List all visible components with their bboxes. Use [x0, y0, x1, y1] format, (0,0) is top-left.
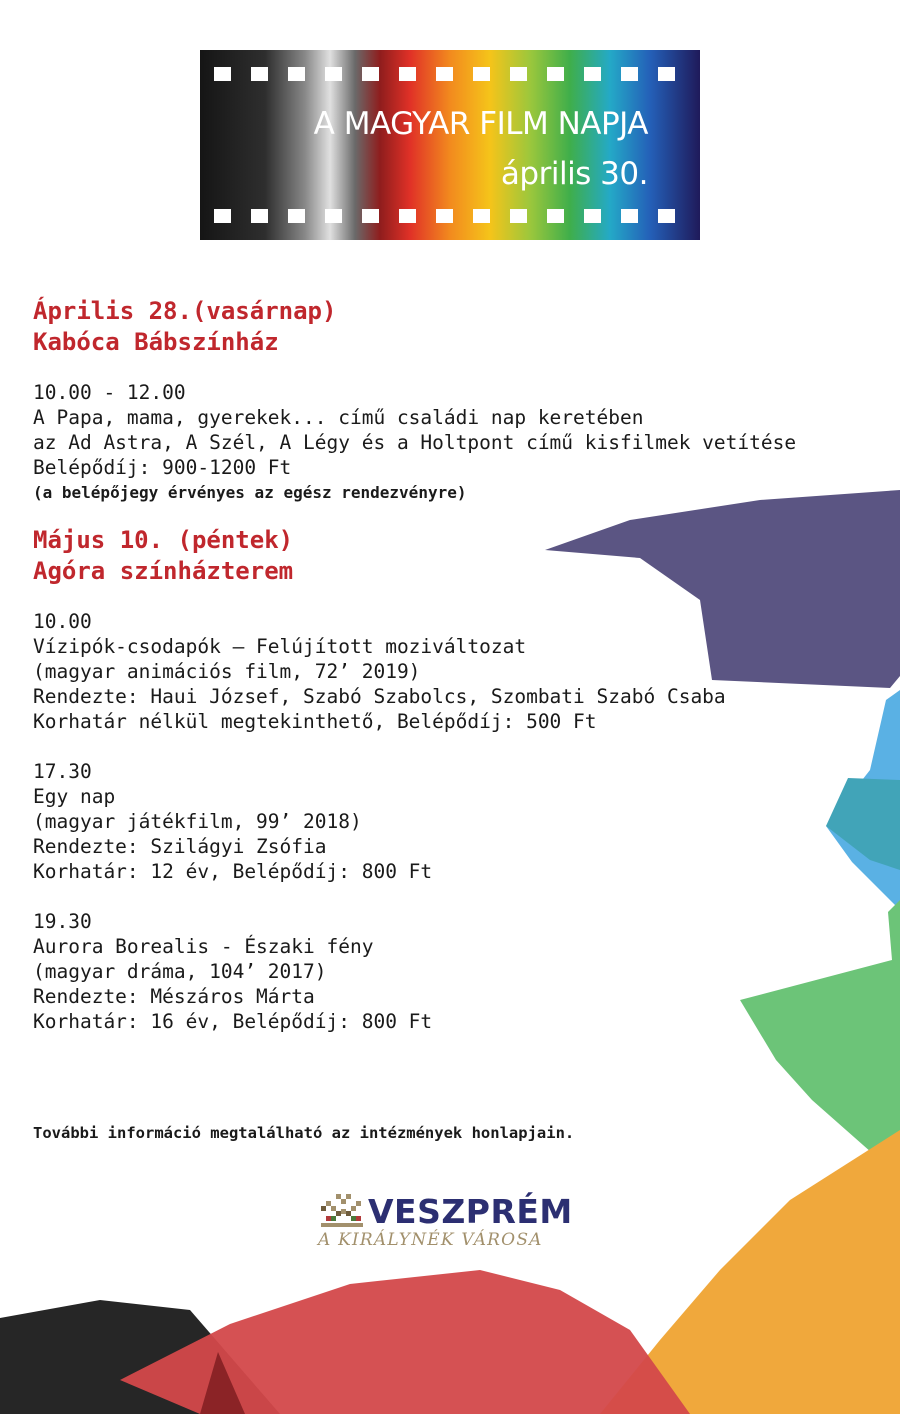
- sprocket-hole: [584, 209, 601, 223]
- screening-rating-price: Korhatár nélkül megtekinthető, Belépődíj: 500 Ft: [33, 710, 597, 733]
- sprocket-hole: [547, 67, 564, 81]
- screening-title: Egy nap: [33, 785, 116, 808]
- sprocket-hole: [251, 209, 268, 223]
- veszprem-logo: [318, 1192, 598, 1256]
- sprocket-hole: [473, 209, 490, 223]
- screening-rating-price: Korhatár: 16 év, Belépődíj: 800 Ft: [33, 1010, 433, 1033]
- screening-info: (magyar játékfilm, 99’ 2018): [33, 810, 362, 833]
- screening-block: [33, 609, 796, 734]
- sprocket-hole: [325, 209, 342, 223]
- event-date-heading: Május 10. (péntek): [33, 526, 294, 554]
- event-ticket-note: (a belépőjegy érvényes az egész rendezvényre): [33, 483, 467, 502]
- sprocket-hole: [473, 67, 490, 81]
- checkered-crown-icon: [318, 1192, 366, 1232]
- red-shape: [120, 1270, 690, 1414]
- screening-title: Aurora Borealis - Északi fény: [33, 935, 374, 958]
- screening-director: Rendezte: Szilágyi Zsófia: [33, 835, 327, 858]
- film-strip-banner: [200, 50, 700, 240]
- banner-date: április 30.: [500, 156, 648, 192]
- sprocket-hole: [584, 67, 601, 81]
- event-may-10: [33, 525, 796, 1034]
- sprocket-hole: [362, 209, 379, 223]
- logo-city-name: VESZPRÉM: [368, 1192, 573, 1231]
- film-strip-graphic: [200, 50, 700, 240]
- event-time: 10.00 - 12.00: [33, 381, 186, 404]
- screening-time: 19.30: [33, 910, 92, 933]
- sprocket-hole: [288, 209, 305, 223]
- screening-title: Vízipók-csodapók – Felújított moziváltozat: [33, 635, 527, 658]
- event-description: A Papa, mama, gyerekek... című családi nap keretében: [33, 406, 644, 429]
- sprocket-hole: [399, 209, 416, 223]
- sprocket-hole: [510, 67, 527, 81]
- sprocket-hole: [214, 209, 231, 223]
- footer-info-note: További információ megtalálható az intézmények honlapjain.: [33, 1124, 575, 1142]
- screening-info: (magyar dráma, 104’ 2017): [33, 960, 327, 983]
- event-price: Belépődíj: 900-1200 Ft: [33, 456, 292, 479]
- screening-director: Rendezte: Mészáros Márta: [33, 985, 315, 1008]
- sprocket-hole: [214, 67, 231, 81]
- sprocket-hole: [436, 209, 453, 223]
- sprocket-hole: [362, 67, 379, 81]
- sprocket-hole: [547, 209, 564, 223]
- sprocket-hole: [251, 67, 268, 81]
- screening-director: Rendezte: Haui József, Szabó Szabolcs, Szombati Szabó Csaba: [33, 685, 726, 708]
- screening-rating-price: Korhatár: 12 év, Belépődíj: 800 Ft: [33, 860, 433, 883]
- sprocket-hole: [621, 209, 638, 223]
- event-date-heading: Április 28.(vasárnap): [33, 297, 337, 325]
- program-content: [33, 296, 796, 1034]
- sprocket-hole: [399, 67, 416, 81]
- banner-title: A MAGYAR FILM NAPJA: [313, 106, 648, 142]
- sprocket-hole: [436, 67, 453, 81]
- sprocket-hole: [621, 67, 638, 81]
- event-venue-heading: Kabóca Bábszínház: [33, 328, 279, 356]
- sprocket-hole: [658, 209, 675, 223]
- sprocket-hole: [658, 67, 675, 81]
- sprocket-hole: [288, 67, 305, 81]
- event-description: az Ad Astra, A Szél, A Légy és a Holtpont című kisfilmek vetítése: [33, 431, 797, 454]
- sprocket-hole: [325, 67, 342, 81]
- event-venue-heading: Agóra színházterem: [33, 557, 294, 585]
- screening-block: [33, 909, 796, 1034]
- screening-info: (magyar animációs film, 72’ 2019): [33, 660, 421, 683]
- logo-tagline: A KIRÁLYNÉK VÁROSA: [318, 1230, 543, 1250]
- sprocket-hole: [510, 209, 527, 223]
- screening-time: 17.30: [33, 760, 92, 783]
- screening-time: 10.00: [33, 610, 92, 633]
- screening-block: [33, 759, 796, 884]
- event-april-28: [33, 296, 796, 505]
